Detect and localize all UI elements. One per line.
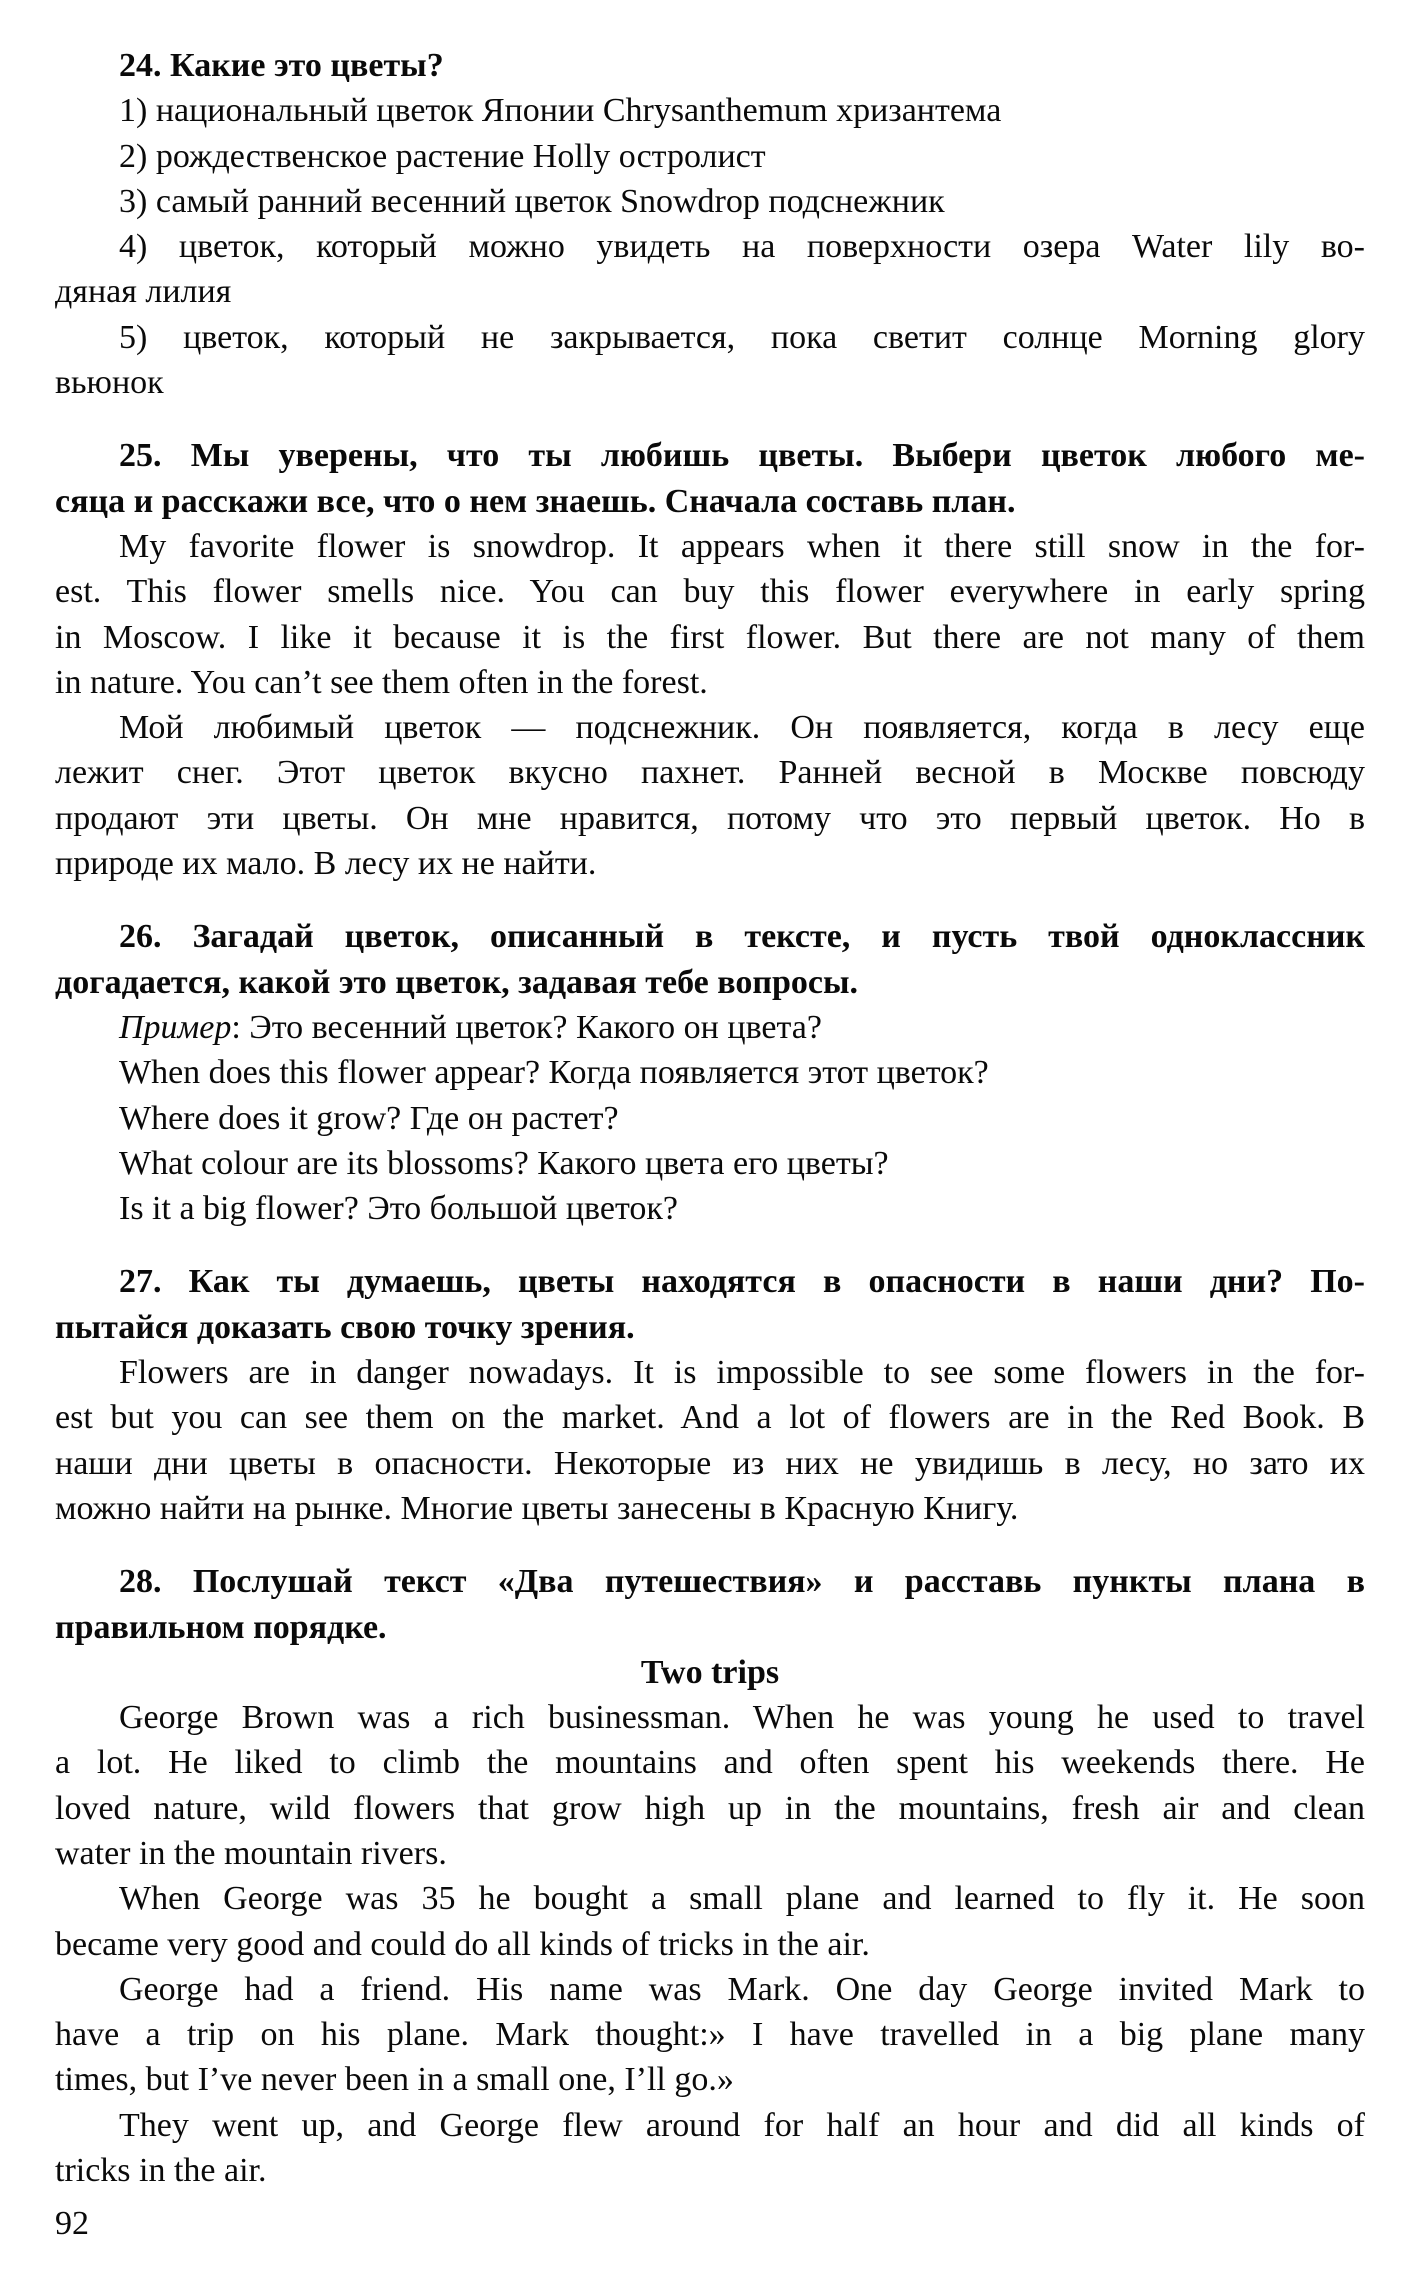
text-line: природе их мало. В лесу их не найти. bbox=[55, 845, 597, 883]
paragraph bbox=[55, 705, 1365, 886]
heading-line: сяца и расскажи все, что о нем знаешь. Сначала составь план. bbox=[55, 482, 1016, 520]
text-line: They went up, and George flew around for half an hour and did all kinds of bbox=[119, 2106, 1365, 2144]
text-line: George Brown was a rich businessman. When he was young he used to travel bbox=[119, 1699, 1365, 1737]
paragraph bbox=[55, 1141, 1365, 1186]
text-line: можно найти на рынке. Многие цветы занесены в Красную Книгу. bbox=[55, 1489, 1019, 1527]
text-line: наши дни цветы в опасности. Некоторые из них не увидишь в лесу, но зато их bbox=[55, 1444, 1365, 1482]
text-line: Where does it grow? Где он растет? bbox=[119, 1099, 619, 1137]
text-line: est. This flower smells nice. You can buy this flower everywhere in early spring bbox=[55, 573, 1365, 611]
text-line: дяная лилия bbox=[55, 273, 232, 311]
paragraph bbox=[55, 2103, 1365, 2194]
page-number: 92 bbox=[55, 2205, 89, 2242]
heading-line: 28. Послушай текст «Два путешествия» и расставь пункты плана в bbox=[119, 1563, 1365, 1601]
example-line bbox=[55, 1005, 1365, 1050]
paragraph bbox=[55, 1096, 1365, 1141]
text-line: 3) самый ранний весенний цветок Snowdrop подснежник bbox=[119, 182, 945, 220]
text-line: in Moscow. I like it because it is the first flower. But there are not many of them bbox=[55, 618, 1365, 656]
example-text: : Это весенний цветок? Какого он цвета? bbox=[231, 1008, 822, 1046]
exercise-25 bbox=[55, 433, 1365, 886]
heading-line: 27. Как ты думаешь, цветы находятся в опасности в наши дни? По- bbox=[119, 1263, 1365, 1301]
paragraph bbox=[55, 315, 1365, 406]
text-line: продают эти цветы. Он мне нравится, потому что это первый цветок. Но в bbox=[55, 799, 1365, 837]
exercise-heading bbox=[55, 1259, 1365, 1350]
text-line: have a trip on his plane. Mark thought:» I have travelled in a big plane many bbox=[55, 2016, 1365, 2054]
heading-line: 24. Какие это цветы? bbox=[119, 47, 444, 84]
text-line: 5) цветок, который не закрывается, пока светит солнце Morning glory bbox=[119, 318, 1365, 356]
exercise-26 bbox=[55, 914, 1365, 1231]
text-line: times, but I’ve never been in a small one, I’ll go.» bbox=[55, 2061, 734, 2099]
heading-line: пытайся доказать свою точку зрения. bbox=[55, 1308, 635, 1346]
text-line: лежит снег. Этот цветок вкусно пахнет. Ранней весной в Москве повсюду bbox=[55, 754, 1365, 792]
text-line: 1) национальный цветок Японии Chrysanthemum хризантема bbox=[119, 92, 1002, 130]
paragraph bbox=[55, 224, 1365, 315]
text-line: Is it a big flower? Это большой цветок? bbox=[119, 1190, 679, 1228]
text-line: in nature. You can’t see them often in the forest. bbox=[55, 663, 708, 701]
heading-line: 26. Загадай цветок, описанный в тексте, и пусть твой одноклассник bbox=[119, 918, 1365, 956]
exercise-24 bbox=[55, 43, 1365, 405]
text-line: вьюнок bbox=[55, 364, 164, 402]
heading-line: догадается, какой это цветок, задавая тебе вопросы. bbox=[55, 963, 858, 1001]
paragraph bbox=[55, 524, 1365, 705]
paragraph bbox=[55, 1695, 1365, 1876]
text-line: What colour are its blossoms? Какого цвета его цветы? bbox=[119, 1144, 889, 1182]
exercise-heading bbox=[55, 433, 1365, 524]
text-line: water in the mountain rivers. bbox=[55, 1834, 447, 1872]
text-line: became very good and could do all kinds of tricks in the air. bbox=[55, 1925, 870, 1963]
paragraph bbox=[55, 1186, 1365, 1231]
text-line: tricks in the air. bbox=[55, 2152, 267, 2190]
paragraph bbox=[55, 179, 1365, 224]
exercise-heading bbox=[55, 43, 1365, 88]
text-line: Flowers are in danger nowadays. It is impossible to see some flowers in the for- bbox=[119, 1354, 1365, 1392]
exercise-27 bbox=[55, 1259, 1365, 1531]
heading-line: правильном порядке. bbox=[55, 1608, 387, 1646]
text-line: When does this flower appear? Когда появляется этот цветок? bbox=[119, 1054, 989, 1092]
heading-line: 25. Мы уверены, что ты любишь цветы. Выбери цветок любого ме- bbox=[119, 437, 1365, 475]
text-line: My favorite flower is snowdrop. It appears when it there still snow in the for- bbox=[119, 527, 1365, 565]
paragraph bbox=[55, 1050, 1365, 1095]
paragraph bbox=[55, 134, 1365, 179]
text-title: Two trips bbox=[640, 1653, 780, 1691]
text-line: 4) цветок, который можно увидеть на поверхности озера Water lily во- bbox=[119, 228, 1365, 266]
exercise-28 bbox=[55, 1559, 1365, 2193]
text-line: George had a friend. His name was Mark. One day George invited Mark to bbox=[119, 1970, 1365, 2008]
text-line: 2) рождественское растение Holly остролист bbox=[119, 137, 766, 175]
example-label: Пример bbox=[119, 1008, 232, 1046]
exercise-heading bbox=[55, 1559, 1365, 1650]
exercise-heading bbox=[55, 914, 1365, 1005]
text-line: est but you can see them on the market. And a lot of flowers are in the Red Book. В bbox=[55, 1399, 1365, 1437]
paragraph bbox=[55, 1967, 1365, 2103]
text-line: a lot. He liked to climb the mountains and often spent his weekends there. He bbox=[55, 1744, 1365, 1782]
book-page bbox=[55, 43, 1365, 2193]
text-line: Мой любимый цветок — подснежник. Он появляется, когда в лесу еще bbox=[119, 709, 1365, 747]
paragraph bbox=[55, 88, 1365, 133]
paragraph bbox=[55, 1876, 1365, 1967]
paragraph bbox=[55, 1350, 1365, 1531]
text-line: loved nature, wild flowers that grow high up in the mountains, fresh air and clean bbox=[55, 1789, 1365, 1827]
text-line: When George was 35 he bought a small plane and learned to fly it. He soon bbox=[119, 1880, 1365, 1918]
